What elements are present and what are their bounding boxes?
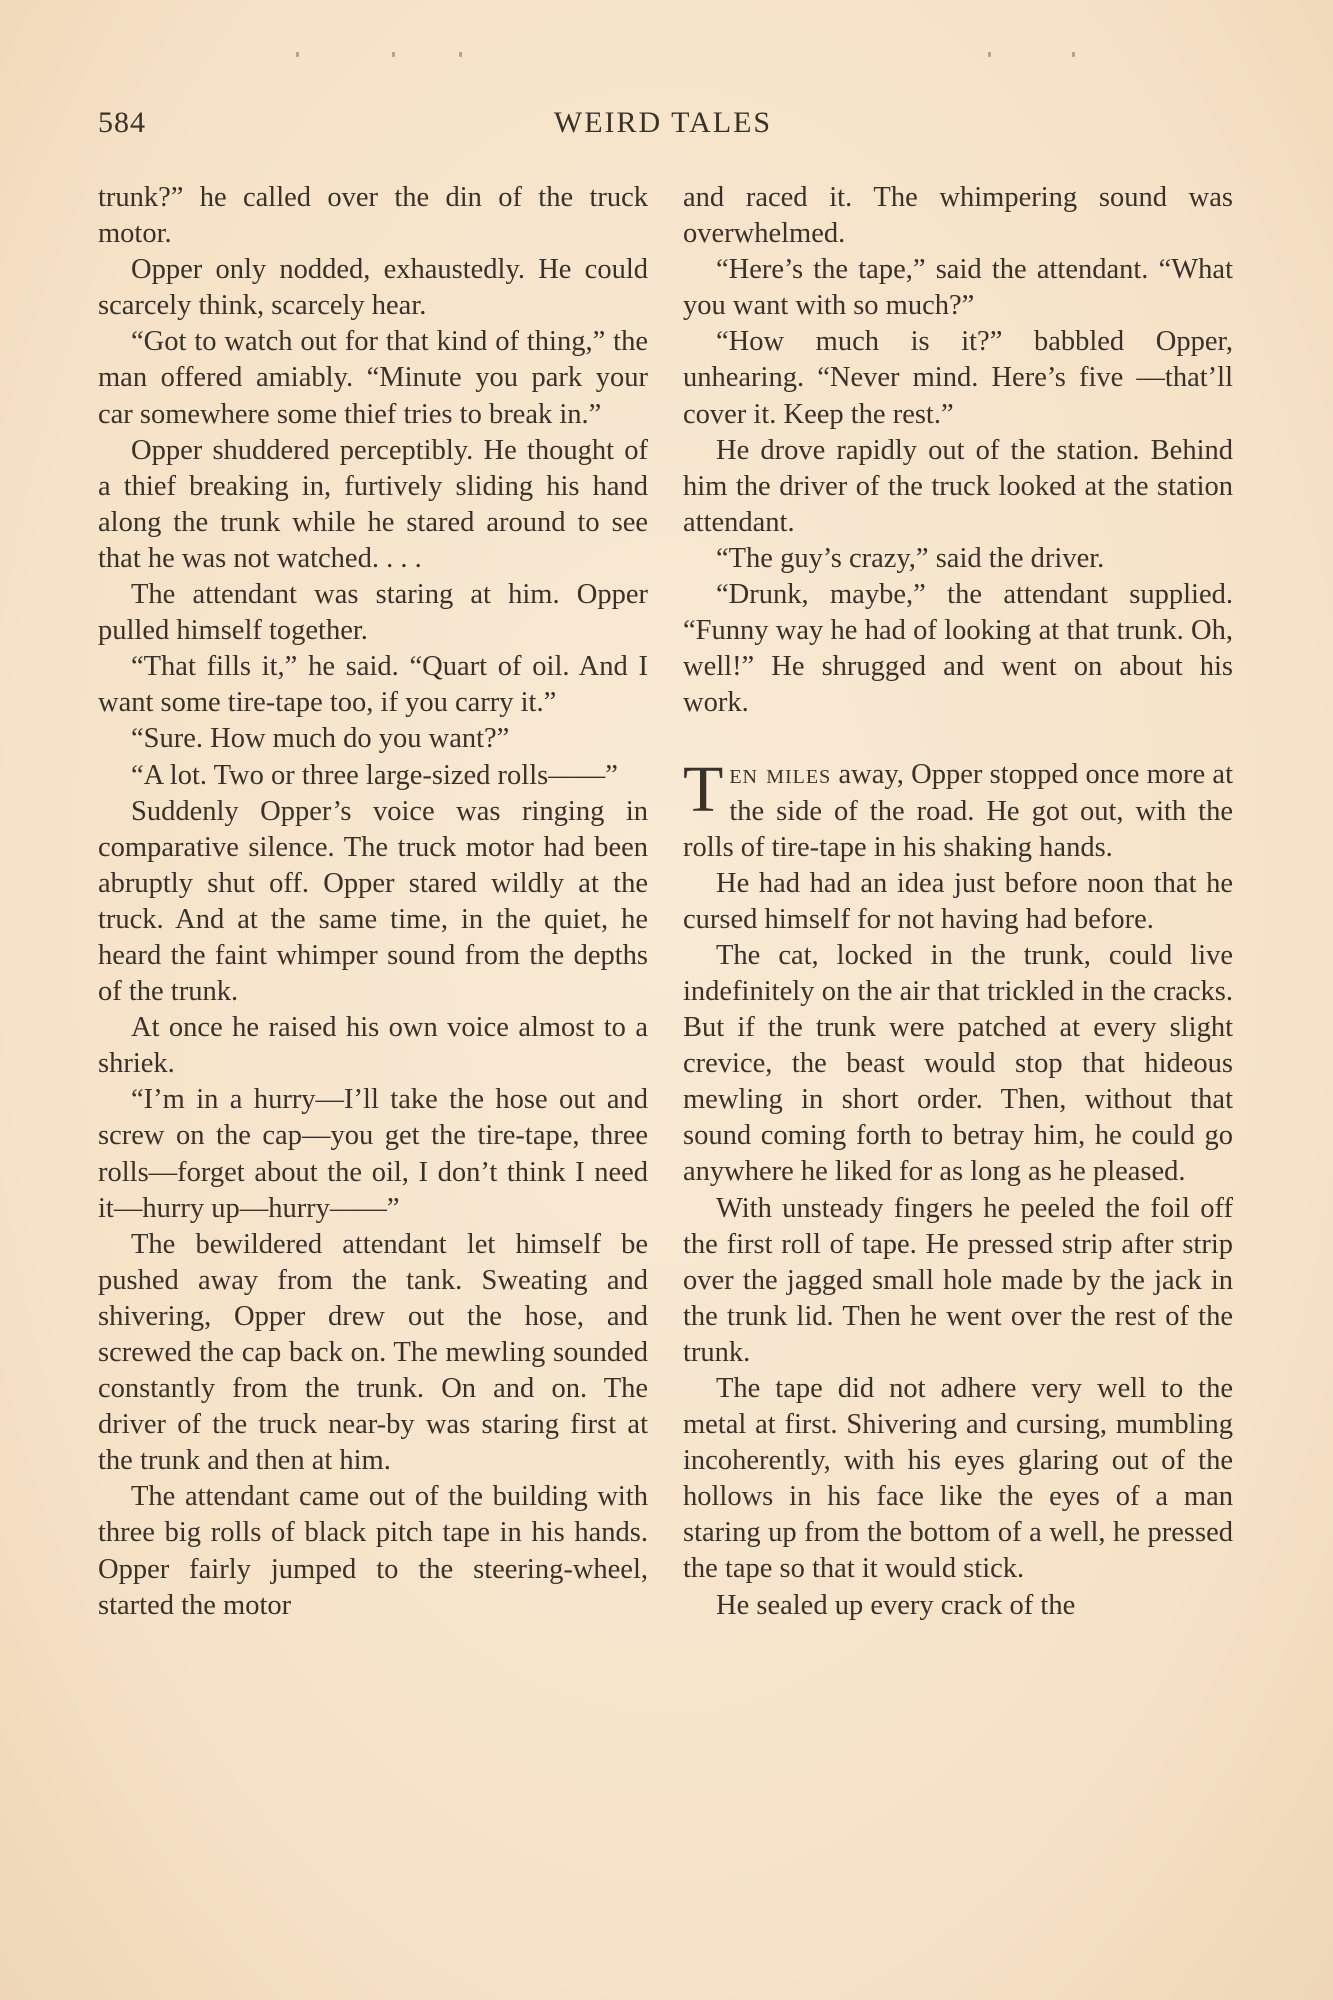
paragraph: Suddenly Opper’s voice was ringing in comparative silence. The truck motor had been abruptly shut off. Opper stared wildly at the truck. And at the same time, in the quiet, he heard the faint whimper sound from the depths of the trunk. xyxy=(98,795,648,1008)
paragraph: The cat, locked in the trunk, could live indefinitely on the air that trickled in the cracks. But if the trunk were patched at every slight crevice, the beast would stop that hideous mewling in short order. Then, without that sound coming forth to betray him, he could go anywhere he liked for as long as he pleased. xyxy=(683,939,1233,1188)
paragraph: “I’m in a hurry—I’ll take the hose out and screw on the cap—you get the tire-tape, three rolls—forget about the oil, I don’t think I need it—hurry up—hurry——” xyxy=(98,1084,648,1224)
paragraph: With unsteady fingers he peeled the foil off the first roll of tape. He pressed strip after strip over the jagged small hole made by the jack in the trunk lid. Then he went over the rest of the trunk. xyxy=(683,1192,1233,1368)
left-column xyxy=(98,180,648,1624)
section-opening-text: away, Opper stopped once more at the side of the road. He got out, with the rolls of tire-tape in his shaking hands. xyxy=(683,759,1233,863)
paragraph: “Drunk, maybe,” the attendant supplied. “Funny way he had of looking at that trunk. Oh, well!” He shrugged and went on about his work. xyxy=(683,579,1233,719)
paragraph: The attendant was staring at him. Opper pulled himself together. xyxy=(98,579,648,647)
small-caps-lead: en miles xyxy=(729,759,832,791)
paragraph: At once he raised his own voice almost to a shriek. xyxy=(98,1012,648,1080)
top-print-marks xyxy=(0,52,1333,62)
right-column xyxy=(683,180,1233,1624)
paragraph: “Sure. How much do you want?” xyxy=(131,723,510,755)
paragraph: trunk?” he called over the din of the truck motor. xyxy=(98,182,648,250)
page-header xyxy=(98,106,1228,146)
paragraph: “A lot. Two or three large-sized rolls——” xyxy=(131,759,618,791)
paragraph: The tape did not adhere very well to the metal at first. Shivering and cursing, mumbling incoherently, with his eyes glaring out of the hollows in his face like the eyes of a man staring up from the bottom of a well, he pressed the tape so that it would stick. xyxy=(683,1373,1233,1585)
paragraph: The attendant came out of the building with three big rolls of black pitch tape in his hands. Opper fairly jumped to the steering-wheel, started the motor xyxy=(98,1481,648,1621)
running-title: WEIRD TALES xyxy=(553,106,773,139)
paragraph: Opper shuddered perceptibly. He thought of a thief breaking in, furtively sliding his hand along the trunk while he stared around to see that he was not watched. . . . xyxy=(98,434,648,574)
section-opening-paragraph xyxy=(683,753,1233,865)
paragraph: The bewildered attendant let himself be pushed away from the tank. Sweating and shivering, Opper drew out the hose, and screwed the cap back on. The mewling sounded constantly from the trunk. On and on. The driver of the truck near-by was staring first at the trunk and then at him. xyxy=(98,1228,648,1477)
page-number: 584 xyxy=(98,106,146,139)
paragraph: Opper only nodded, exhaustedly. He could scarcely think, scarcely hear. xyxy=(98,254,648,322)
paragraph: “How much is it?” babbled Opper, unhearing. “Never mind. Here’s five —that’ll cover it. Keep the rest.” xyxy=(683,326,1233,430)
drop-cap: T xyxy=(683,753,724,827)
paragraph: “That fills it,” he said. “Quart of oil. And I want some tire-tape too, if you carry it.” xyxy=(98,651,648,719)
paragraph: He drove rapidly out of the station. Behind him the driver of the truck looked at the station attendant. xyxy=(683,434,1233,538)
paragraph: “Got to watch out for that kind of thing,” the man offered amiably. “Minute you park your car somewhere some thief tries to break in.” xyxy=(98,326,648,430)
paragraph: “Here’s the tape,” said the attendant. “What you want with so much?” xyxy=(683,254,1233,322)
paragraph: He sealed up every crack of the xyxy=(716,1589,1076,1621)
paragraph: He had had an idea just before noon that he cursed himself for not having had before. xyxy=(683,867,1233,935)
paragraph: “The guy’s crazy,” said the driver. xyxy=(716,542,1105,574)
paragraph: and raced it. The whimpering sound was overwhelmed. xyxy=(683,182,1233,250)
